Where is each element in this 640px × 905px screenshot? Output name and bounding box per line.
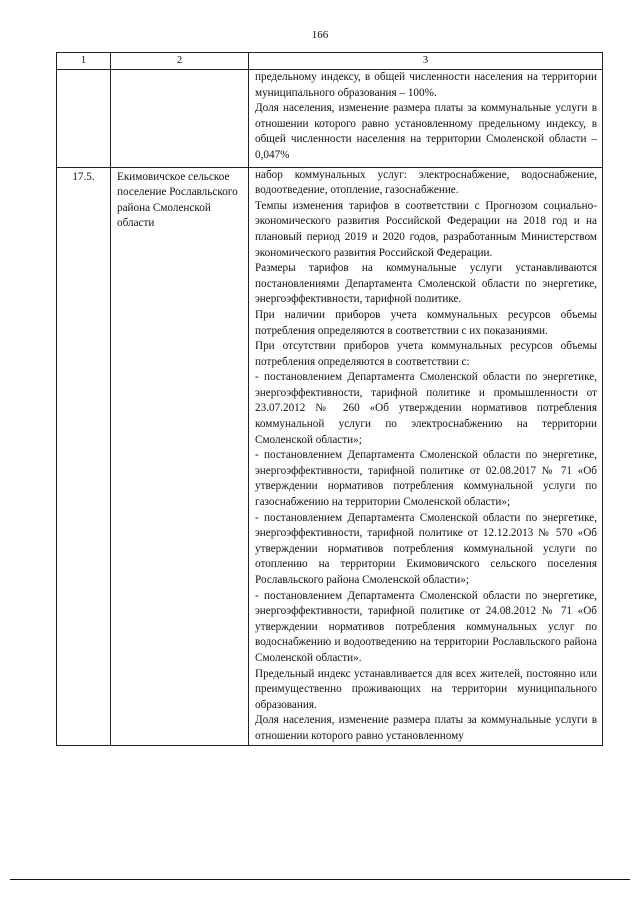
row-number — [57, 70, 111, 168]
description-cell — [249, 167, 603, 745]
paragraph: - постановлением Департамента Смоленской области по энергетике, энергоэффективности, тарифной политике от 24.08.2012 № 71 «Об утверждении нормативов потребления коммунальных услуг по водоснабжению и водоотведению на территории Рославльского района Смоленской области». — [255, 589, 597, 664]
column-header: 2 — [111, 53, 249, 70]
bottom-rule — [10, 879, 630, 880]
municipality-name: Екимовичское сельское поселение Рославльского района Смоленской области — [111, 167, 249, 745]
municipality-name — [111, 70, 249, 168]
table-row — [57, 70, 603, 168]
description-cell — [249, 70, 603, 168]
page-number: 166 — [311, 29, 329, 41]
column-header: 3 — [249, 53, 603, 70]
paragraph: Предельный индекс устанавливается для всех жителей, постоянно или преимущественно проживающих на территории муниципального образования. — [255, 667, 597, 711]
table-row — [57, 167, 603, 745]
paragraph: - постановлением Департамента Смоленской области по энергетике, энергоэффективности, тарифной политике от 12.12.2013 № 570 «Об утверждении нормативов потребления коммунальной услуги по отоплению на территории Екимовичского сельского поселения Рославльского района Смоленской области»; — [255, 511, 597, 586]
data-table — [56, 52, 603, 746]
paragraph: предельному индексу, в общей численности населения на территории муниципального образования – 100%. — [255, 71, 597, 99]
paragraph: При наличии приборов учета коммунальных ресурсов объемы потребления определяются в соответствии с их показаниями. — [255, 308, 597, 337]
paragraph: При отсутствии приборов учета коммунальных ресурсов объемы потребления определяются в соответствии с: — [255, 340, 597, 368]
paragraph: - постановлением Департамента Смоленской области по энергетике, энергоэффективности, тарифной политике от 02.08.2017 № 71 «Об утверждении нормативов потребления коммунальной услуги по газоснабжению на территории Смоленской области»; — [255, 449, 597, 509]
row-number: 17.5. — [57, 167, 111, 745]
paragraph: набор коммунальных услуг: электроснабжение, водоснабжение, водоотведение, отопление, газоснабжение. — [255, 168, 597, 197]
paragraph: Размеры тарифов на коммунальные услуги устанавливаются постановлениями Департамента Смоленской области по энергетике, энергоэффективности, тарифной политике. — [255, 262, 597, 306]
column-header: 1 — [57, 53, 111, 70]
paragraph: Доля населения, изменение размера платы за коммунальные услуги в отношении которого равно установленному предельному индексу, в общей численности населения на территории Смоленской области – 0,047% — [255, 102, 597, 161]
paragraph: - постановлением Департамента Смоленской области по энергетике, энергоэффективности, тарифной политике и промышленности от 23.07.2012 № 260 «Об утверждении нормативов потребления коммунальной услуги по электроснабжению на территории Смоленской области»; — [255, 371, 597, 446]
paragraph: Темпы изменения тарифов в соответствии с Прогнозом социально-экономического развития Российской Федерации на 2018 год и на плановый период 2019 и 2020 годов, разработанным Министерством экономического развития Российской Федерации. — [255, 199, 597, 259]
table-header-row — [57, 53, 603, 70]
paragraph: Доля населения, изменение размера платы за коммунальные услуги в отношении которого равно установленному — [255, 714, 597, 742]
